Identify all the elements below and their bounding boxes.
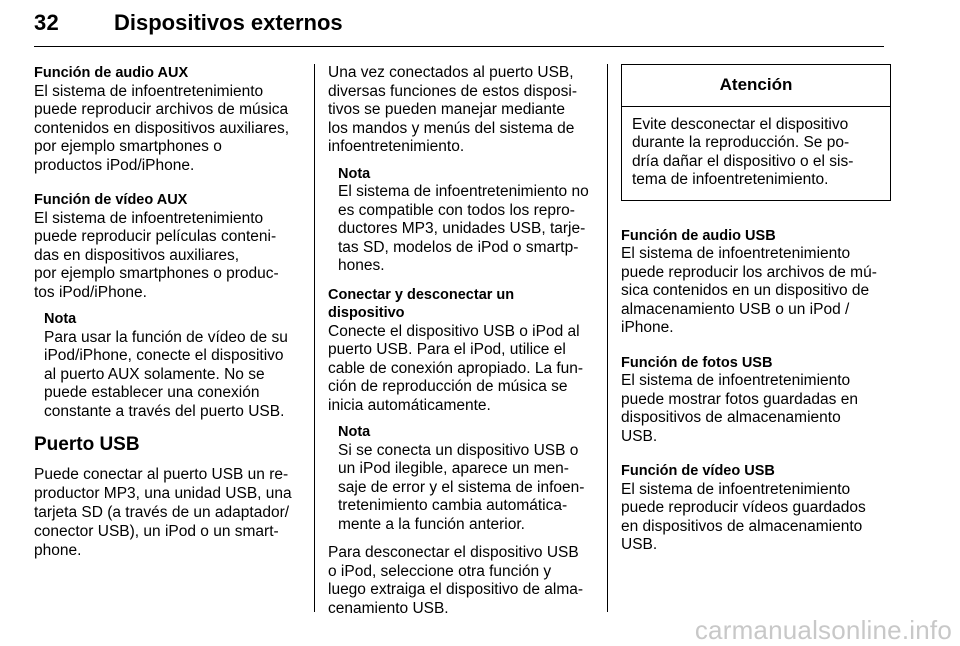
body-line: los mandos y menús del sistema de bbox=[328, 119, 575, 137]
body-line: das en dispositivos auxiliares, bbox=[34, 246, 240, 264]
body-line: almacenamiento USB o un iPod / bbox=[621, 300, 850, 318]
aux-video-heading: Función de vídeo AUX bbox=[34, 192, 188, 208]
note-line: saje de error y el sistema de infoen- bbox=[338, 478, 585, 496]
body-line: Conecte el dispositivo USB o iPod al bbox=[328, 322, 580, 340]
note-line: tretenimiento cambia automática- bbox=[338, 497, 568, 514]
body-line: contenidos en dispositivos auxiliares, bbox=[34, 119, 290, 137]
body-line: tarjeta SD (a través de un adaptador/ bbox=[34, 504, 290, 521]
note-line: tas SD, modelos de iPod o smartp- bbox=[338, 238, 579, 256]
body-line: phone. bbox=[34, 542, 82, 559]
note-title: Nota bbox=[338, 165, 371, 182]
note-line: ductores MP3, unidades USB, tarje- bbox=[338, 220, 586, 237]
body-line: puede reproducir los archivos de mú- bbox=[621, 263, 877, 281]
body-line: en dispositivos de almacenamiento bbox=[621, 517, 863, 535]
connect-heading-line: dispositivo bbox=[328, 305, 405, 321]
usb-video-section bbox=[621, 462, 891, 555]
body-line: El sistema de infoentretenimiento bbox=[621, 245, 851, 262]
note-line: hones. bbox=[338, 257, 385, 274]
note-aux-video bbox=[34, 310, 302, 421]
body-line: por ejemplo smartphones o produc- bbox=[34, 265, 279, 282]
body-line: puerto USB. Para el iPod, utilice el bbox=[328, 341, 566, 358]
usb-video-heading: Función de vídeo USB bbox=[621, 463, 775, 479]
note-line: Para usar la función de vídeo de su bbox=[44, 328, 288, 346]
body-line: USB. bbox=[621, 427, 658, 445]
column-divider bbox=[314, 64, 315, 612]
body-line: puede reproducir películas conteni- bbox=[34, 228, 277, 245]
body-line: Puede conectar al puerto USB un re- bbox=[34, 466, 289, 483]
body-line: ción de reproducción de música se bbox=[328, 378, 568, 395]
body-line: infoentretenimiento. bbox=[328, 138, 465, 155]
note-line: es compatible con todos los repro- bbox=[338, 201, 575, 219]
body-line: Para desconectar el dispositivo USB bbox=[328, 544, 579, 561]
body-line: Una vez conectados al puerto USB, bbox=[328, 64, 574, 81]
attention-line: Evite desconectar el dispositivo bbox=[632, 115, 849, 133]
body-line: productor MP3, una unidad USB, una bbox=[34, 485, 292, 502]
note-line: al puerto AUX solamente. No se bbox=[44, 365, 265, 383]
note-line: puede establecer una conexión bbox=[44, 384, 260, 401]
body-line: por ejemplo smartphones o bbox=[34, 138, 222, 155]
usb-port-text bbox=[34, 465, 302, 560]
body-line: dispositivos de almacenamiento bbox=[621, 409, 841, 426]
attention-title: Atención bbox=[622, 65, 890, 107]
body-line: o iPod, seleccione otra función y bbox=[328, 562, 552, 580]
column-2 bbox=[328, 64, 596, 618]
body-line: El sistema de infoentretenimiento bbox=[621, 372, 851, 389]
body-line: USB. bbox=[621, 536, 658, 553]
connect-heading-line: Conectar y desconectar un bbox=[328, 286, 515, 303]
note-line: mente a la función anterior. bbox=[338, 515, 525, 533]
watermark: carmanualsonline.info bbox=[694, 615, 952, 645]
attention-box bbox=[621, 64, 891, 201]
disconnect-text bbox=[328, 544, 596, 618]
usb-audio-heading: Función de audio USB bbox=[621, 227, 776, 244]
body-line: puede reproducir archivos de música bbox=[34, 101, 289, 118]
usb-audio-section bbox=[621, 227, 891, 338]
body-line: tos iPod/iPhone. bbox=[34, 283, 147, 301]
usb-photo-heading: Función de fotos USB bbox=[621, 354, 773, 371]
body-line: puede reproducir vídeos guardados bbox=[621, 499, 866, 516]
body-line: iPhone. bbox=[621, 319, 674, 336]
body-line: tivos se pueden manejar mediante bbox=[328, 101, 565, 118]
note-error bbox=[328, 423, 596, 534]
note-line: El sistema de infoentretenimiento no bbox=[338, 183, 589, 200]
aux-audio-section bbox=[34, 64, 302, 175]
aux-video-section bbox=[34, 191, 302, 302]
body-line: El sistema de infoentretenimiento bbox=[621, 480, 851, 498]
note-line: un iPod ilegible, aparece un men- bbox=[338, 460, 569, 477]
note-title: Nota bbox=[44, 311, 77, 327]
body-line: puede mostrar fotos guardadas en bbox=[621, 390, 858, 408]
usb-photo-section bbox=[621, 354, 891, 447]
body-line: conector USB), un iPod o un smart- bbox=[34, 523, 279, 540]
usb-intro bbox=[328, 64, 596, 157]
note-compatibility bbox=[328, 165, 596, 276]
body-line: sica contenidos en un dispositivo de bbox=[621, 282, 870, 299]
note-line: Si se conecta un dispositivo USB o bbox=[338, 441, 579, 459]
body-line: cable de conexión apropiado. La fun- bbox=[328, 359, 584, 377]
body-line: El sistema de infoentretenimiento bbox=[34, 209, 264, 227]
page-number: 32 bbox=[34, 10, 60, 35]
note-line: constante a través del puerto USB. bbox=[44, 402, 285, 420]
attention-line: dría dañar el dispositivo o el sis- bbox=[632, 152, 854, 170]
body-line: luego extraiga el dispositivo de alma- bbox=[328, 581, 584, 598]
attention-line: durante la reproducción. Se po- bbox=[632, 134, 850, 151]
aux-audio-heading: Función de audio AUX bbox=[34, 65, 189, 81]
usb-port-heading: Puerto USB bbox=[34, 434, 140, 455]
column-3 bbox=[621, 64, 891, 571]
attention-line: tema de infoentretenimiento. bbox=[632, 171, 829, 188]
chapter-title: Dispositivos externos bbox=[114, 10, 343, 35]
connect-section bbox=[328, 286, 596, 416]
note-title: Nota bbox=[338, 424, 371, 440]
column-1 bbox=[34, 64, 302, 560]
body-line: El sistema de infoentretenimiento bbox=[34, 82, 264, 100]
page-header bbox=[34, 2, 884, 47]
column-divider bbox=[607, 64, 608, 612]
body-line: inicia automáticamente. bbox=[328, 396, 491, 414]
attention-body bbox=[622, 107, 890, 200]
body-line: diversas funciones de estos disposi- bbox=[328, 82, 577, 100]
body-line: productos iPod/iPhone. bbox=[34, 156, 195, 174]
note-line: iPod/iPhone, conecte el dispositivo bbox=[44, 347, 284, 364]
body-line: cenamiento USB. bbox=[328, 599, 449, 617]
